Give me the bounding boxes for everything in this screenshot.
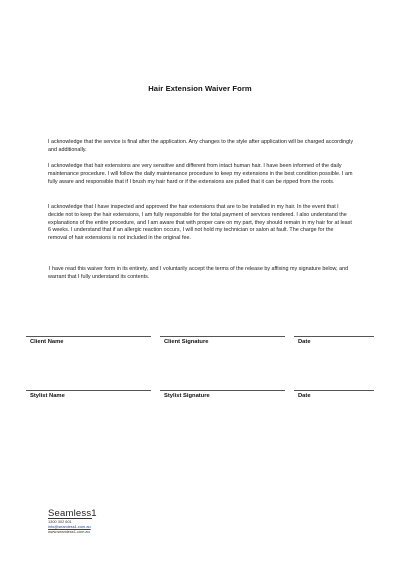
client-date-line[interactable] (294, 336, 374, 337)
stylist-name-line[interactable] (26, 390, 151, 391)
paragraph-final-service: I acknowledge that the service is final after the application. Any changes to the style after application will be charged accordingly and additionally. (48, 139, 354, 153)
client-name-line[interactable] (26, 336, 151, 337)
client-date-label: Date (298, 339, 311, 345)
footer-website[interactable]: www.seamless1.com.au (48, 529, 90, 534)
footer-email-link[interactable]: info@seamless1.com.au (48, 524, 91, 529)
client-signature-line[interactable] (160, 336, 285, 337)
company-logo (48, 508, 97, 519)
company-footer (48, 508, 97, 534)
logo-text: Seamless1 (48, 508, 97, 519)
paragraph-approval: I acknowledge that I have inspected and approved the hair extensions that are to be installed in my hair. In the event that I decide not to keep the hair extensions, I am fully responsible for the total payment of services rendered. I also understand the explanations of the entire procedure, and I am aware that with proper care on my part, they should remain in my hair for at least 6 weeks. I understand that if an allergic reaction occurs, I will not hold my technician or salon at fault. The charge for the removal of hair extensions is not included in the original fee. (48, 204, 352, 242)
paragraph-maintenance: I acknowledge that hair extensions are very sensitive and different from intact human hair. I have been informed of the daily maintenance procedure. I will follow the daily maintenance procedure to keep my extensions in the best condition possible. I am fully aware and responsible that if I brush my hair hard or if the extensions are pulled that it can be ripped from the roots. (48, 163, 353, 185)
stylist-signature-label: Stylist Signature (164, 393, 210, 399)
form-title: Hair Extension Waiver Form (148, 84, 252, 93)
stylist-date-label: Date (298, 393, 311, 399)
stylist-name-label: Stylist Name (30, 393, 65, 399)
client-name-label: Client Name (30, 339, 64, 345)
stylist-signature-line[interactable] (160, 390, 285, 391)
paragraph-agreement: I have read this waiver form in its entirety, and I voluntarily accept the terms of the release by affixing my signature below, and warrant that I fully understand its contents. (48, 266, 349, 280)
stylist-date-line[interactable] (294, 390, 374, 391)
client-signature-label: Client Signature (164, 339, 209, 345)
footer-phone: 1300 302 601 (48, 519, 72, 524)
